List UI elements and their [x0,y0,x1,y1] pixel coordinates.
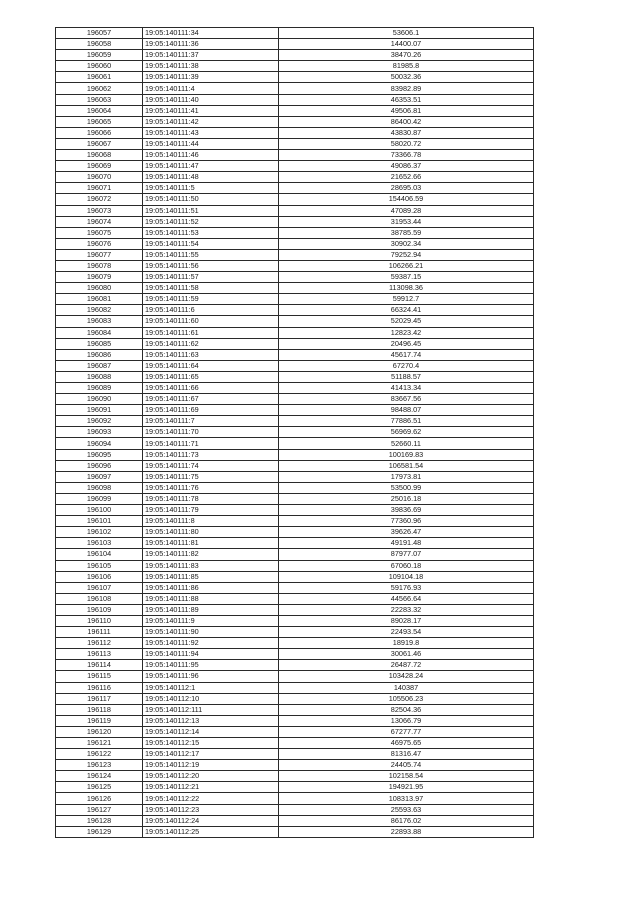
row-id-cell: 196112 [56,638,143,649]
row-id-cell: 196057 [56,28,143,39]
row-value-cell: 108313.97 [279,793,534,804]
table-row [56,272,534,283]
table-row [56,238,534,249]
row-id-cell: 196106 [56,571,143,582]
table-row [56,804,534,815]
row-time-cell: 19:05:140111:74 [143,460,279,471]
row-id-cell: 196076 [56,238,143,249]
row-value-cell: 100169.83 [279,449,534,460]
row-time-cell: 19:05:140111:95 [143,660,279,671]
table-row [56,782,534,793]
row-value-cell: 20496.45 [279,338,534,349]
table-row [56,305,534,316]
row-value-cell: 59176.93 [279,582,534,593]
row-value-cell: 30902.34 [279,238,534,249]
row-id-cell: 196091 [56,405,143,416]
row-id-cell: 196111 [56,627,143,638]
row-value-cell: 66324.41 [279,305,534,316]
data-table [55,27,534,838]
table-row [56,394,534,405]
table-row [56,371,534,382]
table-row [56,150,534,161]
table-body [56,28,534,838]
row-value-cell: 82504.36 [279,704,534,715]
row-id-cell: 196113 [56,649,143,660]
row-value-cell: 21652.66 [279,172,534,183]
table-row [56,183,534,194]
table-row [56,771,534,782]
row-id-cell: 196118 [56,704,143,715]
row-id-cell: 196064 [56,105,143,116]
row-value-cell: 45617.74 [279,349,534,360]
row-time-cell: 19:05:140111:43 [143,127,279,138]
row-id-cell: 196063 [56,94,143,105]
row-time-cell: 19:05:140111:65 [143,371,279,382]
row-id-cell: 196096 [56,460,143,471]
row-value-cell: 81316.47 [279,749,534,760]
table-row [56,604,534,615]
row-time-cell: 19:05:140111:85 [143,571,279,582]
row-time-cell: 19:05:140111:56 [143,260,279,271]
row-value-cell: 38470.26 [279,50,534,61]
table-row [56,671,534,682]
row-time-cell: 19:05:140111:62 [143,338,279,349]
row-time-cell: 19:05:140111:59 [143,294,279,305]
row-value-cell: 49506.81 [279,105,534,116]
row-id-cell: 196124 [56,771,143,782]
row-value-cell: 56969.62 [279,427,534,438]
row-time-cell: 19:05:140111:78 [143,493,279,504]
row-id-cell: 196107 [56,582,143,593]
row-time-cell: 19:05:140111:73 [143,449,279,460]
row-time-cell: 19:05:140111:63 [143,349,279,360]
table-row [56,560,534,571]
table-row [56,505,534,516]
table-row [56,427,534,438]
row-id-cell: 196068 [56,150,143,161]
table-row [56,549,534,560]
table-row [56,582,534,593]
table-row [56,227,534,238]
row-time-cell: 19:05:140112:13 [143,715,279,726]
table-row [56,138,534,149]
row-value-cell: 87977.07 [279,549,534,560]
row-value-cell: 140387 [279,682,534,693]
row-value-cell: 17973.81 [279,471,534,482]
row-time-cell: 19:05:140111:60 [143,316,279,327]
row-value-cell: 28695.03 [279,183,534,194]
row-time-cell: 19:05:140111:46 [143,150,279,161]
row-id-cell: 196093 [56,427,143,438]
table-row [56,638,534,649]
row-value-cell: 67277.77 [279,726,534,737]
row-value-cell: 52660.11 [279,438,534,449]
table-row [56,161,534,172]
row-time-cell: 19:05:140112:21 [143,782,279,793]
row-id-cell: 196116 [56,682,143,693]
row-time-cell: 19:05:140111:37 [143,50,279,61]
row-time-cell: 19:05:140111:83 [143,560,279,571]
row-value-cell: 53606.1 [279,28,534,39]
row-id-cell: 196103 [56,538,143,549]
row-time-cell: 19:05:140111:80 [143,527,279,538]
row-time-cell: 19:05:140111:38 [143,61,279,72]
row-value-cell: 46975.65 [279,738,534,749]
row-value-cell: 25593.63 [279,804,534,815]
row-id-cell: 196101 [56,516,143,527]
table-row [56,793,534,804]
row-id-cell: 196088 [56,371,143,382]
row-value-cell: 83667.56 [279,394,534,405]
row-time-cell: 19:05:140111:96 [143,671,279,682]
row-value-cell: 83982.89 [279,83,534,94]
row-id-cell: 196127 [56,804,143,815]
row-time-cell: 19:05:140111:57 [143,272,279,283]
row-value-cell: 103428.24 [279,671,534,682]
table-row [56,738,534,749]
table-row [56,94,534,105]
table-row [56,28,534,39]
row-value-cell: 102158.54 [279,771,534,782]
row-time-cell: 19:05:140112:24 [143,815,279,826]
row-value-cell: 73366.78 [279,150,534,161]
row-id-cell: 196115 [56,671,143,682]
table-row [56,438,534,449]
row-time-cell: 19:05:140111:50 [143,194,279,205]
row-id-cell: 196087 [56,360,143,371]
row-time-cell: 19:05:140112:23 [143,804,279,815]
row-id-cell: 196074 [56,216,143,227]
row-time-cell: 19:05:140111:88 [143,593,279,604]
table-row [56,205,534,216]
row-id-cell: 196104 [56,549,143,560]
row-time-cell: 19:05:140111:42 [143,116,279,127]
row-value-cell: 67270.4 [279,360,534,371]
row-value-cell: 22283.32 [279,604,534,615]
table-row [56,61,534,72]
table-row [56,571,534,582]
row-id-cell: 196079 [56,272,143,283]
row-id-cell: 196067 [56,138,143,149]
row-time-cell: 19:05:140111:41 [143,105,279,116]
table-row [56,383,534,394]
row-id-cell: 196105 [56,560,143,571]
row-id-cell: 196078 [56,260,143,271]
row-time-cell: 19:05:140111:90 [143,627,279,638]
row-value-cell: 14400.07 [279,39,534,50]
row-value-cell: 43830.87 [279,127,534,138]
row-id-cell: 196073 [56,205,143,216]
row-value-cell: 22893.88 [279,826,534,837]
row-time-cell: 19:05:140111:54 [143,238,279,249]
row-value-cell: 58020.72 [279,138,534,149]
row-value-cell: 81985.8 [279,61,534,72]
table-row [56,416,534,427]
row-value-cell: 30061.46 [279,649,534,660]
table-row [56,538,534,549]
row-id-cell: 196069 [56,161,143,172]
row-id-cell: 196062 [56,83,143,94]
row-id-cell: 196080 [56,283,143,294]
row-value-cell: 86176.02 [279,815,534,826]
table-row [56,338,534,349]
table-row [56,726,534,737]
row-time-cell: 19:05:140111:81 [143,538,279,549]
table-row [56,615,534,626]
row-value-cell: 49086.37 [279,161,534,172]
row-id-cell: 196095 [56,449,143,460]
row-id-cell: 196100 [56,505,143,516]
table-row [56,283,534,294]
row-value-cell: 59912.7 [279,294,534,305]
row-time-cell: 19:05:140111:8 [143,516,279,527]
row-time-cell: 19:05:140111:76 [143,482,279,493]
row-time-cell: 19:05:140111:82 [143,549,279,560]
row-id-cell: 196077 [56,249,143,260]
table-row [56,449,534,460]
row-id-cell: 196072 [56,194,143,205]
row-value-cell: 77360.96 [279,516,534,527]
row-id-cell: 196086 [56,349,143,360]
row-value-cell: 106266.21 [279,260,534,271]
row-id-cell: 196060 [56,61,143,72]
row-value-cell: 77886.51 [279,416,534,427]
table-row [56,405,534,416]
row-time-cell: 19:05:140112:1 [143,682,279,693]
table-row [56,482,534,493]
row-value-cell: 67060.18 [279,560,534,571]
row-time-cell: 19:05:140111:70 [143,427,279,438]
row-time-cell: 19:05:140111:79 [143,505,279,516]
row-id-cell: 196090 [56,394,143,405]
row-id-cell: 196089 [56,383,143,394]
row-time-cell: 19:05:140111:44 [143,138,279,149]
row-id-cell: 196059 [56,50,143,61]
row-id-cell: 196071 [56,183,143,194]
table-row [56,516,534,527]
row-time-cell: 19:05:140112:15 [143,738,279,749]
row-value-cell: 52029.45 [279,316,534,327]
row-id-cell: 196122 [56,749,143,760]
row-value-cell: 194921.95 [279,782,534,793]
row-time-cell: 19:05:140111:89 [143,604,279,615]
table-row [56,715,534,726]
row-time-cell: 19:05:140111:75 [143,471,279,482]
row-time-cell: 19:05:140111:7 [143,416,279,427]
row-id-cell: 196120 [56,726,143,737]
row-value-cell: 53500.99 [279,482,534,493]
table-row [56,593,534,604]
row-time-cell: 19:05:140111:55 [143,249,279,260]
table-row [56,826,534,837]
row-id-cell: 196082 [56,305,143,316]
table-row [56,39,534,50]
row-id-cell: 196070 [56,172,143,183]
row-id-cell: 196084 [56,327,143,338]
table-row [56,460,534,471]
row-time-cell: 19:05:140111:51 [143,205,279,216]
row-id-cell: 196066 [56,127,143,138]
row-time-cell: 19:05:140112:10 [143,693,279,704]
row-value-cell: 39626.47 [279,527,534,538]
row-value-cell: 106581.54 [279,460,534,471]
row-value-cell: 39836.69 [279,505,534,516]
row-value-cell: 38785.59 [279,227,534,238]
row-id-cell: 196094 [56,438,143,449]
row-id-cell: 196081 [56,294,143,305]
row-value-cell: 18919.8 [279,638,534,649]
row-id-cell: 196083 [56,316,143,327]
row-time-cell: 19:05:140112:17 [143,749,279,760]
row-time-cell: 19:05:140111:69 [143,405,279,416]
table-row [56,693,534,704]
row-id-cell: 196058 [56,39,143,50]
row-value-cell: 44566.64 [279,593,534,604]
row-value-cell: 109104.18 [279,571,534,582]
row-time-cell: 19:05:140111:86 [143,582,279,593]
row-time-cell: 19:05:140112:22 [143,793,279,804]
row-time-cell: 19:05:140111:71 [143,438,279,449]
row-time-cell: 19:05:140111:92 [143,638,279,649]
row-id-cell: 196108 [56,593,143,604]
row-time-cell: 19:05:140111:52 [143,216,279,227]
row-id-cell: 196121 [56,738,143,749]
row-id-cell: 196123 [56,760,143,771]
table-row [56,294,534,305]
table-row [56,749,534,760]
row-id-cell: 196102 [56,527,143,538]
row-value-cell: 47089.28 [279,205,534,216]
table-row [56,627,534,638]
table-row [56,172,534,183]
row-id-cell: 196128 [56,815,143,826]
table-row [56,471,534,482]
row-id-cell: 196061 [56,72,143,83]
table-row [56,50,534,61]
table-row [56,116,534,127]
row-value-cell: 89028.17 [279,615,534,626]
table-row [56,327,534,338]
row-time-cell: 19:05:140111:6 [143,305,279,316]
row-time-cell: 19:05:140112:111 [143,704,279,715]
row-time-cell: 19:05:140111:64 [143,360,279,371]
row-value-cell: 113098.36 [279,283,534,294]
row-time-cell: 19:05:140112:14 [143,726,279,737]
row-time-cell: 19:05:140111:39 [143,72,279,83]
table-row [56,360,534,371]
row-value-cell: 25016.18 [279,493,534,504]
row-id-cell: 196126 [56,793,143,804]
row-value-cell: 98488.07 [279,405,534,416]
row-id-cell: 196110 [56,615,143,626]
row-id-cell: 196065 [56,116,143,127]
table-row [56,127,534,138]
table-row [56,194,534,205]
table-row [56,760,534,771]
row-time-cell: 19:05:140111:40 [143,94,279,105]
row-value-cell: 46353.51 [279,94,534,105]
table-row [56,249,534,260]
row-value-cell: 12823.42 [279,327,534,338]
row-value-cell: 26487.72 [279,660,534,671]
row-time-cell: 19:05:140111:94 [143,649,279,660]
table-row [56,349,534,360]
row-time-cell: 19:05:140111:67 [143,394,279,405]
row-time-cell: 19:05:140111:36 [143,39,279,50]
row-value-cell: 41413.34 [279,383,534,394]
row-id-cell: 196099 [56,493,143,504]
row-id-cell: 196075 [56,227,143,238]
table-row [56,493,534,504]
row-time-cell: 19:05:140111:5 [143,183,279,194]
row-id-cell: 196092 [56,416,143,427]
table-row [56,815,534,826]
row-value-cell: 22493.54 [279,627,534,638]
row-value-cell: 24405.74 [279,760,534,771]
row-value-cell: 51188.57 [279,371,534,382]
row-time-cell: 19:05:140111:53 [143,227,279,238]
row-time-cell: 19:05:140111:47 [143,161,279,172]
row-value-cell: 105506.23 [279,693,534,704]
row-id-cell: 196114 [56,660,143,671]
row-value-cell: 49191.48 [279,538,534,549]
row-id-cell: 196117 [56,693,143,704]
row-time-cell: 19:05:140112:19 [143,760,279,771]
row-id-cell: 196097 [56,471,143,482]
row-id-cell: 196109 [56,604,143,615]
table-row [56,527,534,538]
row-time-cell: 19:05:140111:66 [143,383,279,394]
row-time-cell: 19:05:140111:4 [143,83,279,94]
row-value-cell: 79252.94 [279,249,534,260]
row-time-cell: 19:05:140111:58 [143,283,279,294]
row-value-cell: 59387.15 [279,272,534,283]
table-row [56,260,534,271]
table-row [56,682,534,693]
row-time-cell: 19:05:140111:9 [143,615,279,626]
row-time-cell: 19:05:140111:34 [143,28,279,39]
row-value-cell: 13066.79 [279,715,534,726]
row-time-cell: 19:05:140112:25 [143,826,279,837]
row-id-cell: 196129 [56,826,143,837]
row-id-cell: 196125 [56,782,143,793]
row-id-cell: 196085 [56,338,143,349]
table-row [56,72,534,83]
table-row [56,649,534,660]
table-row [56,105,534,116]
row-time-cell: 19:05:140111:61 [143,327,279,338]
table-row [56,83,534,94]
row-value-cell: 31953.44 [279,216,534,227]
row-value-cell: 50032.36 [279,72,534,83]
row-value-cell: 154406.59 [279,194,534,205]
table-row [56,216,534,227]
table-row [56,660,534,671]
row-id-cell: 196119 [56,715,143,726]
row-value-cell: 86400.42 [279,116,534,127]
table-row [56,704,534,715]
row-time-cell: 19:05:140111:48 [143,172,279,183]
table-row [56,316,534,327]
row-time-cell: 19:05:140112:20 [143,771,279,782]
row-id-cell: 196098 [56,482,143,493]
